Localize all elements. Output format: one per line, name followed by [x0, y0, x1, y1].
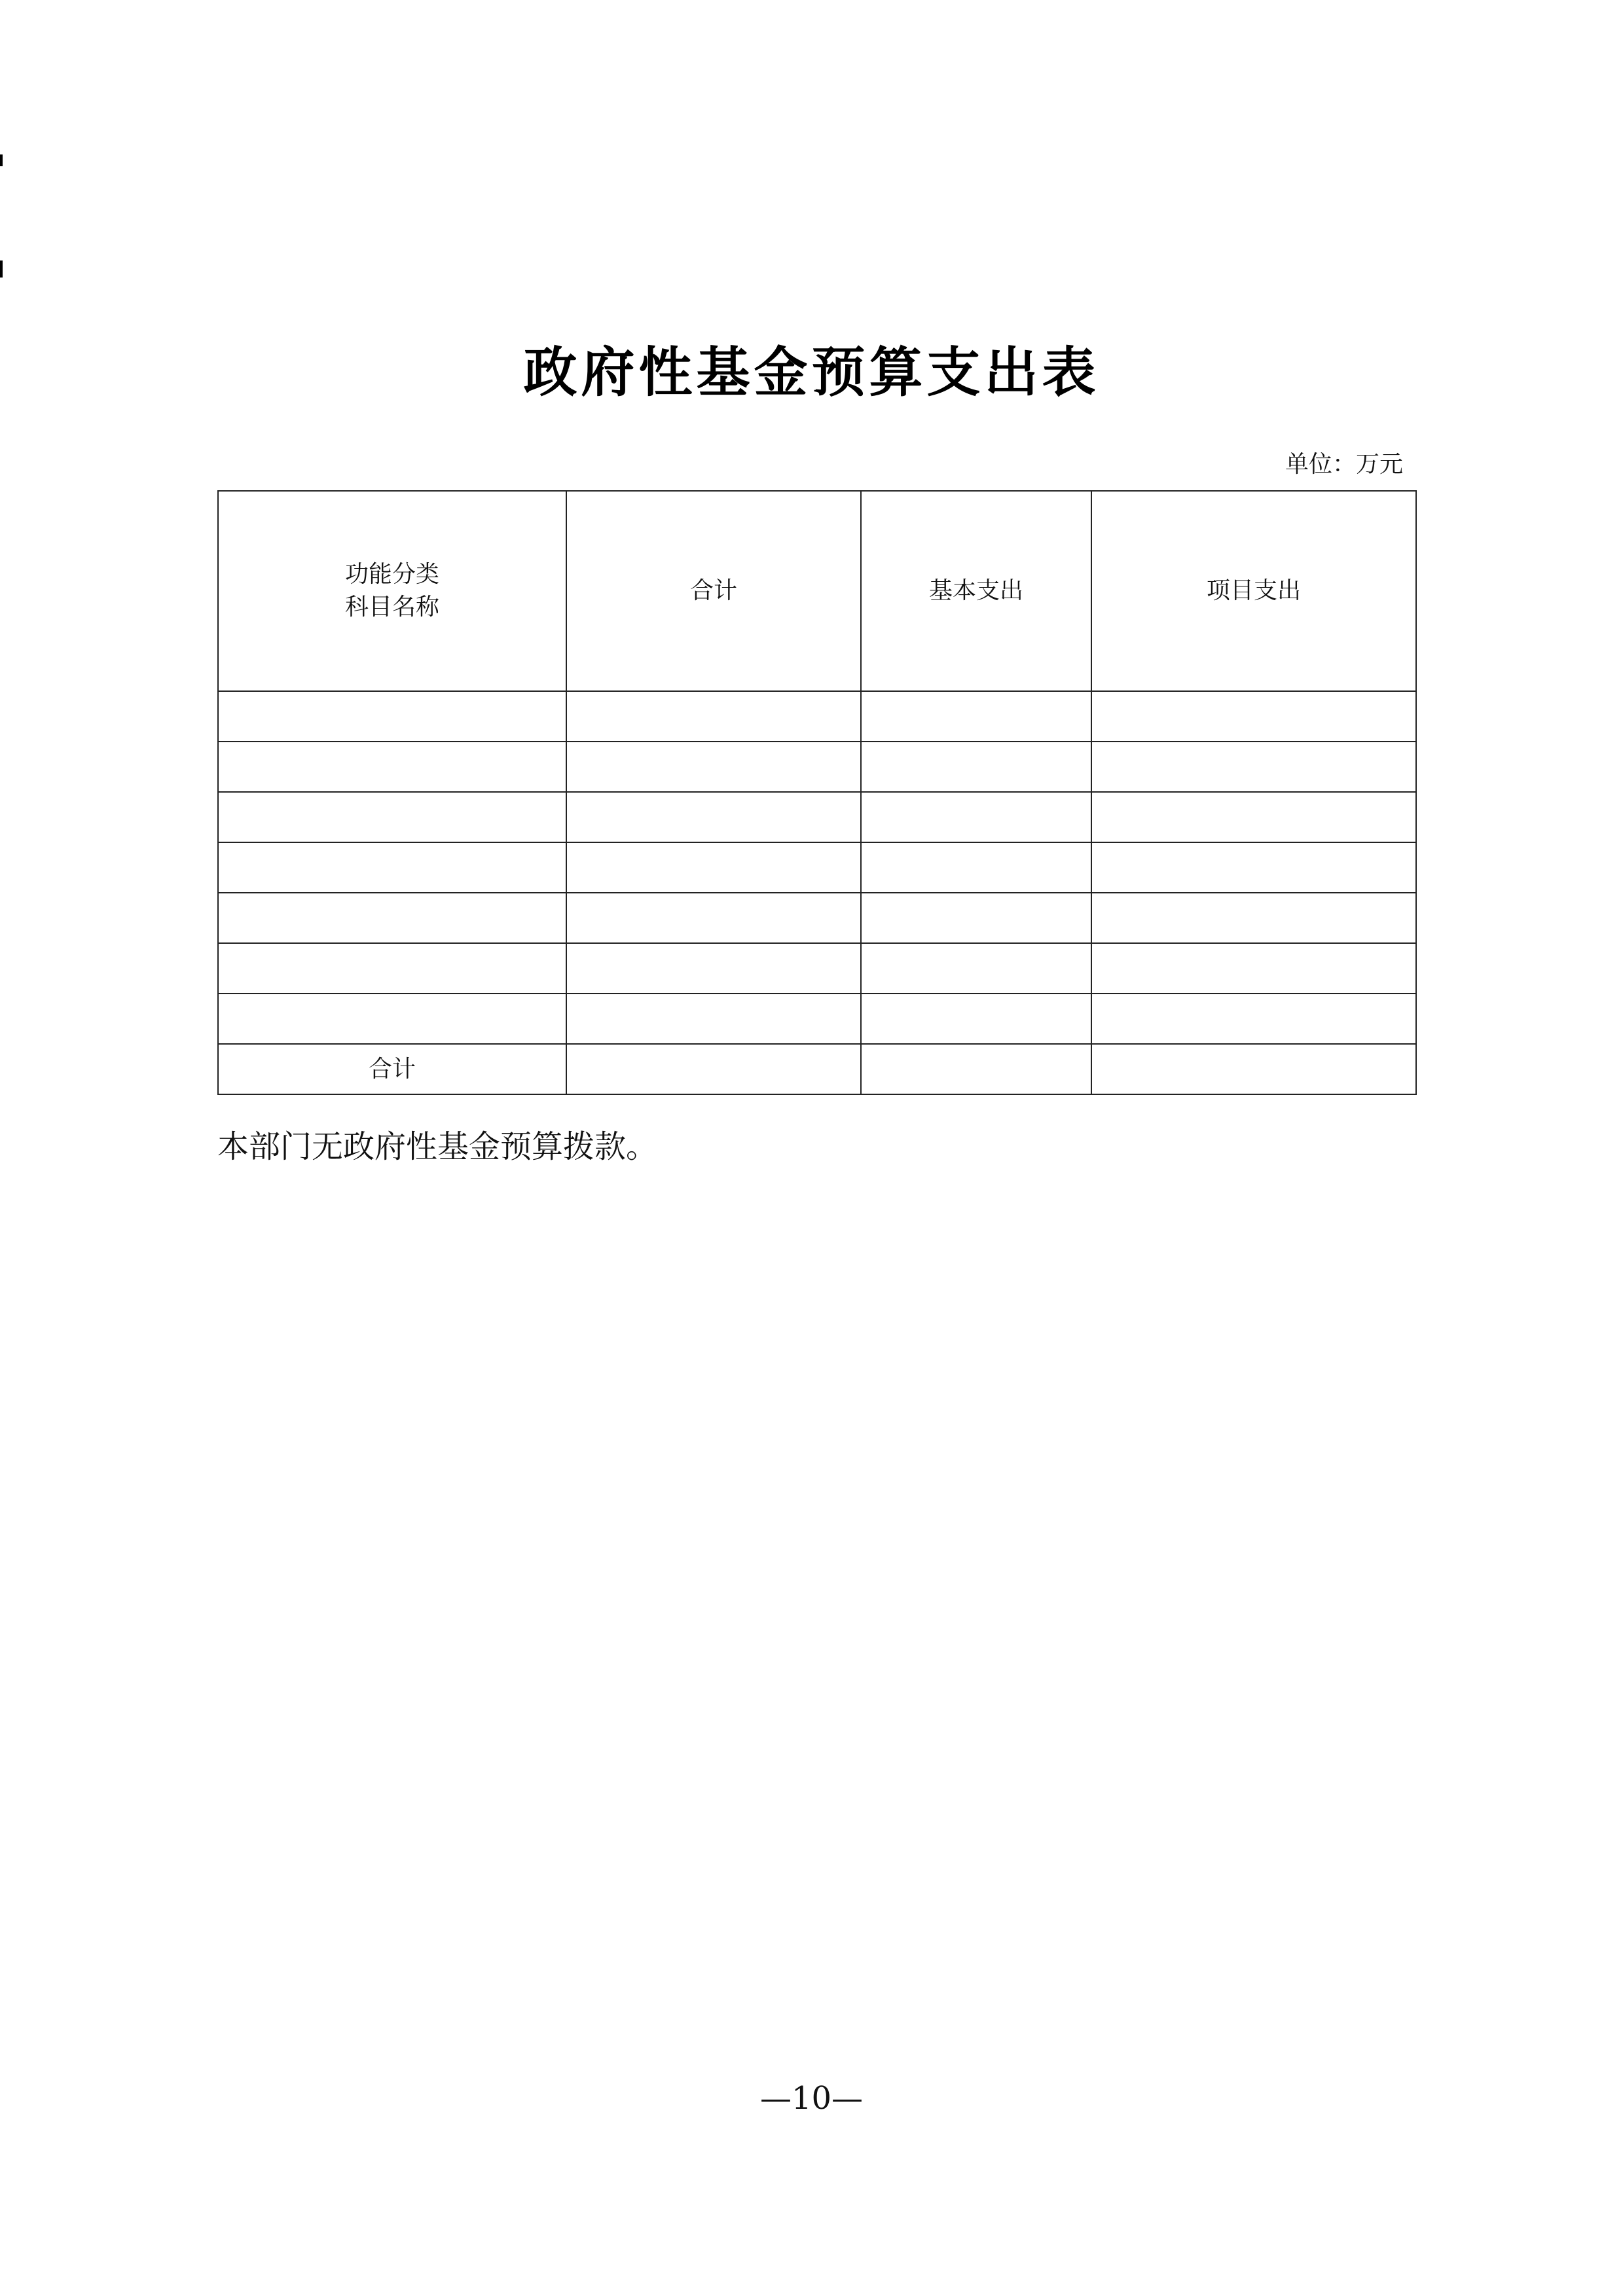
table-cell — [861, 842, 1091, 893]
table-cell — [861, 742, 1091, 792]
table-row — [218, 943, 1416, 994]
table-cell — [861, 691, 1091, 742]
table-total-row — [218, 1044, 1416, 1094]
header-function-category-line1: 功能分类 — [344, 561, 439, 588]
table-cell — [861, 994, 1091, 1044]
total-row-total — [566, 1044, 861, 1094]
unit-label: 单位：万元 — [1285, 451, 1403, 478]
table-cell — [218, 893, 566, 943]
page-number: —10— — [759, 2080, 864, 2117]
header-basic-expenditure: 基本支出 — [861, 491, 1091, 691]
table-cell — [218, 691, 566, 742]
table-cell — [218, 842, 566, 893]
table-cell — [861, 792, 1091, 842]
table-row — [218, 742, 1416, 792]
table-cell — [1091, 691, 1416, 742]
table-cell — [566, 691, 861, 742]
table-cell — [1091, 943, 1416, 994]
table-cell — [566, 943, 861, 994]
table-row — [218, 842, 1416, 893]
table-cell — [218, 943, 566, 994]
header-total: 合计 — [566, 491, 861, 691]
header-function-category — [218, 491, 566, 691]
page-title: 政府性基金预算支出表 — [523, 342, 1100, 404]
table-cell — [1091, 893, 1416, 943]
table-cell — [1091, 792, 1416, 842]
table-cell — [218, 994, 566, 1044]
table-cell — [861, 893, 1091, 943]
total-row-project — [1091, 1044, 1416, 1094]
table-row — [218, 893, 1416, 943]
table-cell — [1091, 842, 1416, 893]
scan-mark-lower — [0, 260, 3, 278]
header-project-expenditure: 项目支出 — [1091, 491, 1416, 691]
note-text: 本部门无政府性基金预算拨款。 — [217, 1128, 658, 1165]
scan-mark-top — [0, 154, 3, 166]
budget-expenditure-table — [217, 490, 1417, 1095]
total-row-label: 合计 — [218, 1044, 566, 1094]
table-cell — [218, 792, 566, 842]
table-cell — [566, 742, 861, 792]
total-row-basic — [861, 1044, 1091, 1094]
table-row — [218, 994, 1416, 1044]
table-header-row — [218, 491, 1416, 691]
table-cell — [566, 792, 861, 842]
table-cell — [566, 893, 861, 943]
table-row — [218, 691, 1416, 742]
table-cell — [1091, 994, 1416, 1044]
table-cell — [566, 994, 861, 1044]
table-cell — [1091, 742, 1416, 792]
table-cell — [218, 742, 566, 792]
table-cell — [566, 842, 861, 893]
table-row — [218, 792, 1416, 842]
table-cell — [861, 943, 1091, 994]
header-function-category-line2: 科目名称 — [344, 594, 439, 620]
